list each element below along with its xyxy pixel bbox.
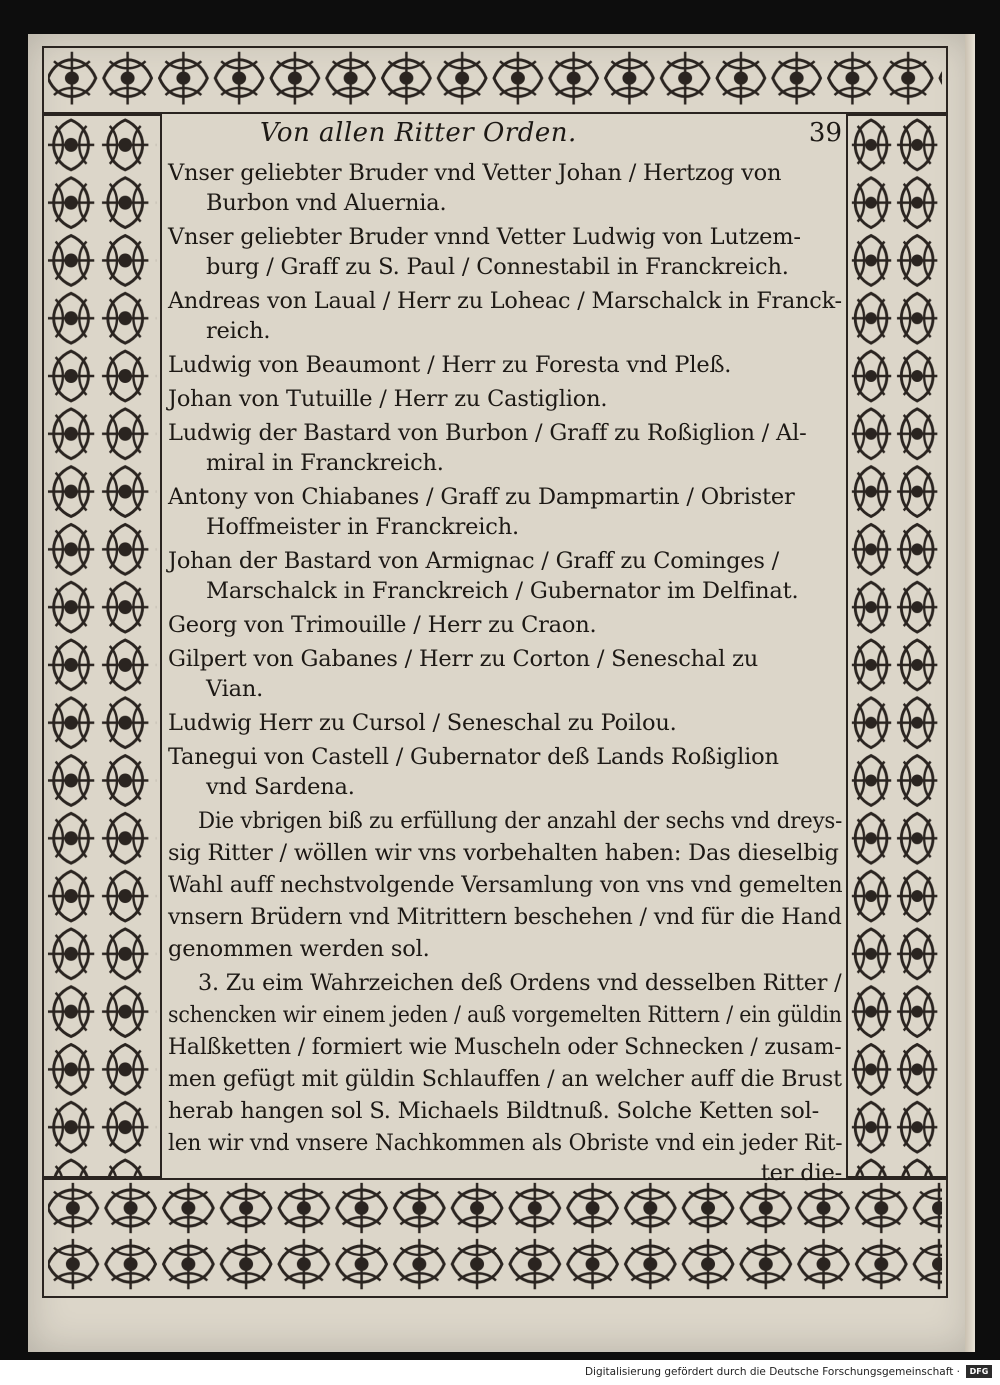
dfg-logo: DFG	[966, 1365, 992, 1378]
text-line: Die vbrigen biß zu erfüllung der anzahl der sechs vnd dreys-	[198, 808, 843, 834]
text-line: Andreas von Laual / Herr zu Loheac / Marschalck in Franck-	[168, 288, 842, 314]
text-line: Halßketten / formiert wie Muscheln oder Schnecken / zusam-	[168, 1034, 842, 1060]
page-number: 39	[808, 118, 842, 148]
funding-notice: Digitalisierung gefördert durch die Deutsche Forschungsgemeinschaft ·	[584, 1366, 960, 1378]
text-line: herab hangen sol S. Michaels Bildtnuß. Solche Ketten sol-	[168, 1098, 820, 1124]
text-line: Marschalck in Franckreich / Gubernator im Delfinat.	[206, 578, 799, 604]
text-line: sig Ritter / wöllen wir vns vorbehalten haben: Das dieselbig	[168, 840, 839, 866]
running-title: Von allen Ritter Orden.	[260, 118, 577, 148]
text-line: Vnser geliebter Bruder vnd Vetter Johan / Hertzog von	[168, 160, 782, 186]
text-line: Vnser geliebter Bruder vnnd Vetter Ludwig von Lutzem-	[168, 224, 801, 250]
text-line: Ludwig Herr zu Cursol / Seneschal zu Poilou.	[168, 710, 677, 736]
page-edge	[965, 34, 975, 1352]
text-line: Johan von Tutuille / Herr zu Castiglion.	[168, 386, 608, 412]
text-line: miral in Franckreich.	[206, 450, 444, 476]
text-line: Wahl auff nechstvolgende Versamlung von vns vnd gemelten	[168, 872, 843, 898]
text-line: Ludwig von Beaumont / Herr zu Foresta vnd Pleß.	[168, 352, 732, 378]
text-line: Hoffmeister in Franckreich.	[206, 514, 519, 540]
text-line: burg / Graff zu S. Paul / Connestabil in Franckreich.	[206, 254, 789, 280]
text-line: len wir vnd vnsere Nachkommen als Obriste vnd ein jeder Rit-	[168, 1130, 843, 1156]
catchword: ter die-	[760, 1160, 842, 1186]
text-line: Gilpert von Gabanes / Herr zu Corton / Seneschal zu	[168, 646, 759, 672]
text-line: Vian.	[206, 676, 264, 702]
text-line: reich.	[206, 318, 271, 344]
text-line: vnsern Brüdern vnd Mitrittern beschehen / vnd für die Hand	[168, 904, 842, 930]
ornamental-border-right	[846, 114, 948, 1178]
text-line: Georg von Trimouille / Herr zu Craon.	[168, 612, 597, 638]
ornamental-border-top	[42, 46, 948, 114]
text-line: 3. Zu eim Wahrzeichen deß Ordens vnd desselben Ritter /	[198, 970, 842, 996]
text-line: Antony von Chiabanes / Graff zu Dampmartin / Obrister	[168, 484, 795, 510]
text-line: men gefügt mit güldin Schlauffen / an welcher auff die Brust	[168, 1066, 842, 1092]
text-line: schencken wir einem jeden / auß vorgemelten Rittern / ein güldin	[168, 1002, 842, 1028]
text-line: Burbon vnd Aluernia.	[206, 190, 447, 216]
text-line: Ludwig der Bastard von Burbon / Graff zu Roßiglion / Al-	[168, 420, 807, 446]
ornamental-border-left	[42, 114, 162, 1178]
text-line: Johan der Bastard von Armignac / Graff zu Cominges /	[168, 548, 780, 574]
footer-bar	[0, 1360, 1000, 1385]
text-line: genommen werden sol.	[168, 936, 430, 962]
running-head	[168, 114, 846, 154]
ornamental-border-bottom	[42, 1178, 948, 1298]
text-line: vnd Sardena.	[206, 774, 355, 800]
text-line: Tanegui von Castell / Gubernator deß Lands Roßiglion	[168, 744, 779, 770]
text-block	[168, 114, 846, 1186]
